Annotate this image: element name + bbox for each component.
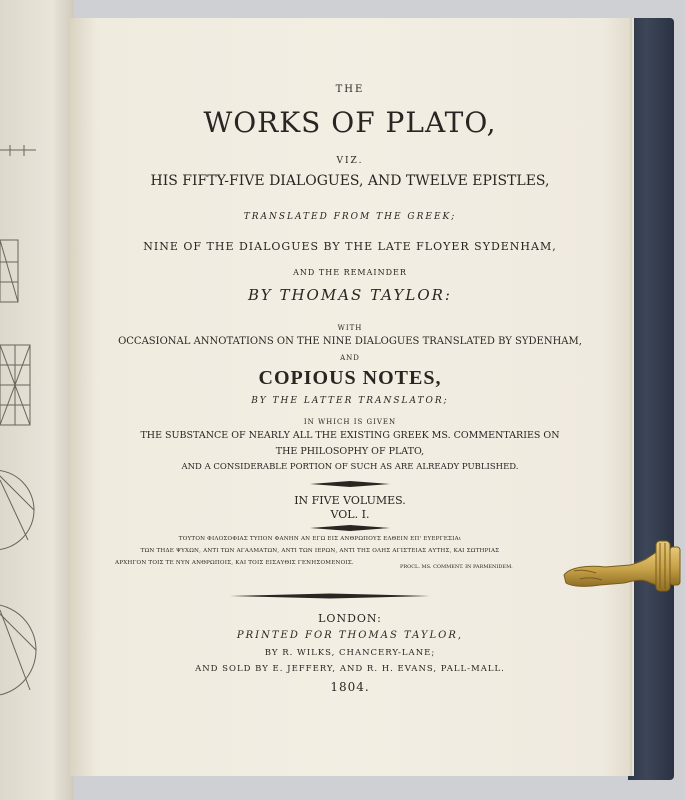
printed-for-line: PRINTED FOR THOMAS TAYLOR, — [236, 630, 464, 641]
subtitle: HIS FIFTY-FIVE DIALOGUES, AND TWELVE EPISTLES, — [150, 173, 550, 189]
sydenham-line: NINE OF THE DIALOGUES BY THE LATE FLOYER SYDENHAM, — [143, 240, 557, 253]
london-line: LONDON: — [318, 612, 382, 625]
copious-notes: COPIOUS NOTES, — [258, 367, 442, 389]
sold-by-line: AND SOLD BY E. JEFFERY, AND R. H. EVANS, PALL-MALL. — [195, 664, 505, 674]
substance-line-1: THE SUBSTANCE OF NEARLY ALL THE EXISTING GREEK MS. COMMENTARIES ON — [140, 430, 560, 441]
volume-number: VOL. I. — [330, 508, 370, 521]
substance-line-3: AND A CONSIDERABLE PORTION OF SUCH AS ARE ALREADY PUBLISHED. — [181, 462, 519, 472]
and-label: AND — [340, 354, 360, 362]
book-cover-board — [628, 18, 674, 780]
volumes-line: IN FIVE VOLUMES. — [294, 494, 406, 507]
in-which-label: IN WHICH IS GIVEN — [303, 418, 397, 426]
hand-clasp-icon — [560, 535, 685, 595]
ornament-rule-2 — [310, 524, 390, 532]
with-label: WITH — [337, 324, 363, 332]
publication-year: 1804. — [330, 680, 370, 694]
facing-page-plate — [0, 0, 74, 800]
annotations-line: OCCASIONAL ANNOTATIONS ON THE NINE DIALOGUES TRANSLATED BY SYDENHAM, — [118, 336, 582, 347]
main-title: WORKS OF PLATO, — [203, 106, 497, 139]
double-rule — [230, 592, 430, 600]
taylor-line: BY THOMAS TAYLOR: — [248, 286, 452, 304]
the-label: THE — [335, 84, 365, 95]
remainder-line: AND THE REMAINDER — [293, 268, 407, 277]
geometric-diagram-plate — [0, 0, 74, 800]
epigraph-source: PROCL. MS. COMMENT. IN PARMENIDEM. — [400, 564, 513, 570]
latter-translator-line: BY THE LATTER TRANSLATOR; — [251, 396, 449, 406]
greek-epigraph-line-2: ΤΩΝ ΤΗΔΕ ΨΥΧΩΝ, ΑΝΤΙ ΤΩΝ ΑΓΑΛΜΑΤΩΝ, ΑΝΤΙ ΤΩΝ ΙΕΡΩΝ, ΑΝΤΙ ΤΗΣ ΟΛΗΣ ΑΓΙΣΤΕΙΑΣ ΑΥΤΗΣ, ΚΑΙ ΣΩΤΗΡΙΑΣ — [140, 548, 500, 554]
greek-epigraph-line-1: ΤΟΥΤΟΝ ΦΙΛΟΣΟΦΙΑΣ ΤΥΠΟΝ ΦΑΝΗΝ ΑΝ ΕΓΩ ΕΙΣ ΑΝΘΡΩΠΟΥΣ ΕΛΘΕΙΝ ΕΠ' ΕΥΕΡΓΕΣΙΑι — [178, 536, 462, 542]
translated-line: TRANSLATED FROM THE GREEK; — [243, 212, 457, 222]
viz-label: VIZ. — [336, 156, 364, 166]
greek-epigraph-line-3: ΑΡΧΗΓΟΝ ΤΟΙΣ ΤΕ ΝΥΝ ΑΝΘΡΩΠΟΙΣ, ΚΑΙ ΤΟΙΣ ΕΙΣΑΥΘΙΣ ΓΕΝΗΣΟΜΕΝΟΙΣ. — [115, 560, 354, 566]
wilks-line: BY R. WILKS, CHANCERY-LANE; — [264, 648, 436, 658]
ornament-rule-1 — [310, 480, 390, 488]
substance-line-2: THE PHILOSOPHY OF PLATO, — [275, 446, 425, 457]
